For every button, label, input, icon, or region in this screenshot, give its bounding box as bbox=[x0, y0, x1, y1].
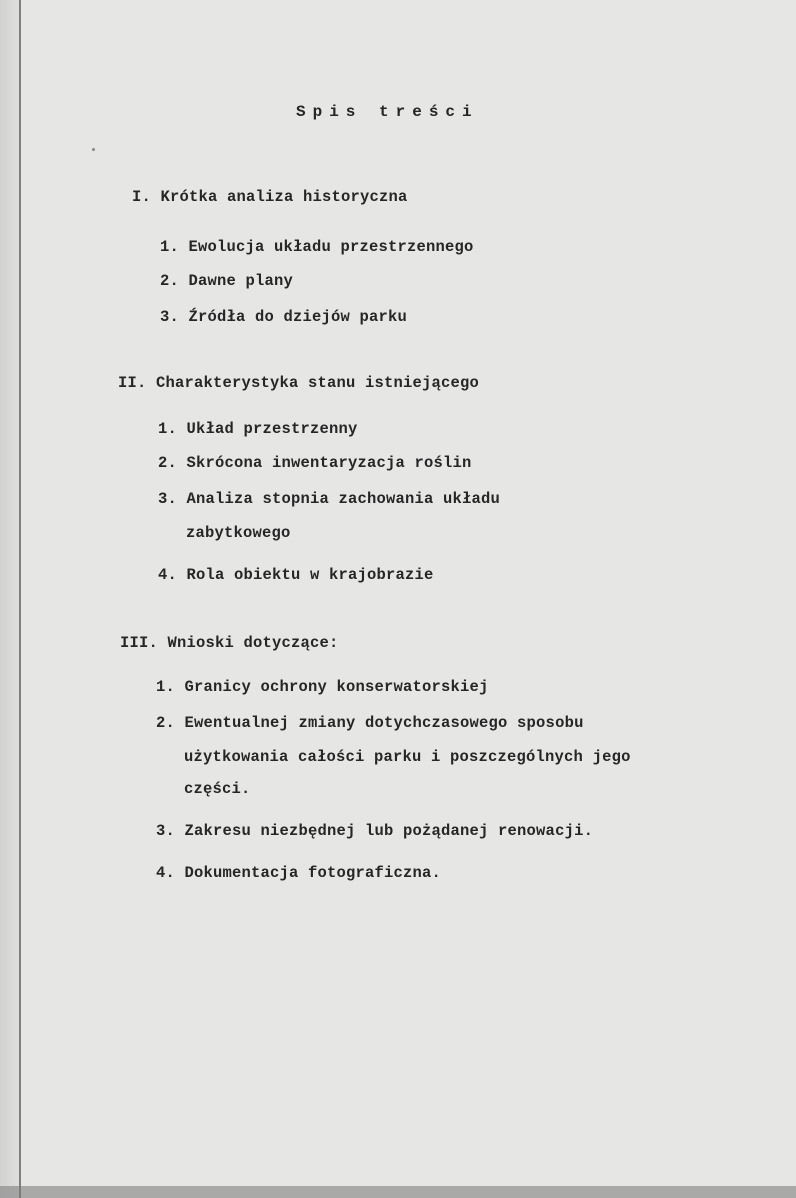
toc-item: 3. Zakresu niezbędnej lub pożądanej renowacji. bbox=[156, 822, 594, 840]
toc-item: 2. Ewentualnej zmiany dotychczasowego sposobu bbox=[156, 714, 584, 732]
binding-edge bbox=[19, 0, 21, 1198]
binding-shadow bbox=[0, 0, 19, 1198]
toc-item-continuation: zabytkowego bbox=[186, 524, 291, 542]
toc-item: 3. Źródła do dziejów parku bbox=[160, 308, 408, 326]
toc-item: 1. Układ przestrzenny bbox=[158, 420, 358, 438]
toc-item: 2. Skrócona inwentaryzacja roślin bbox=[158, 454, 472, 472]
toc-item-continuation: części. bbox=[184, 780, 251, 798]
toc-item: 1. Ewolucja układu przestrzennego bbox=[160, 238, 474, 256]
toc-item: 1. Granicy ochrony konserwatorskiej bbox=[156, 678, 489, 696]
section-heading-3: III. Wnioski dotyczące: bbox=[120, 634, 339, 652]
section-heading-2: II. Charakterystyka stanu istniejącego bbox=[118, 374, 480, 392]
toc-item: 4. Dokumentacja fotograficzna. bbox=[156, 864, 442, 882]
toc-item-continuation: użytkowania całości parku i poszczególnych jego bbox=[184, 748, 631, 766]
toc-item: 2. Dawne plany bbox=[160, 272, 294, 290]
scan-bottom-edge bbox=[0, 1186, 796, 1198]
page-title: Spis treści bbox=[296, 103, 479, 121]
toc-item: 4. Rola obiektu w krajobrazie bbox=[158, 566, 434, 584]
paper-speck bbox=[92, 148, 95, 151]
section-heading-1: I. Krótka analiza historyczna bbox=[132, 188, 408, 206]
toc-item: 3. Analiza stopnia zachowania układu bbox=[158, 490, 501, 508]
